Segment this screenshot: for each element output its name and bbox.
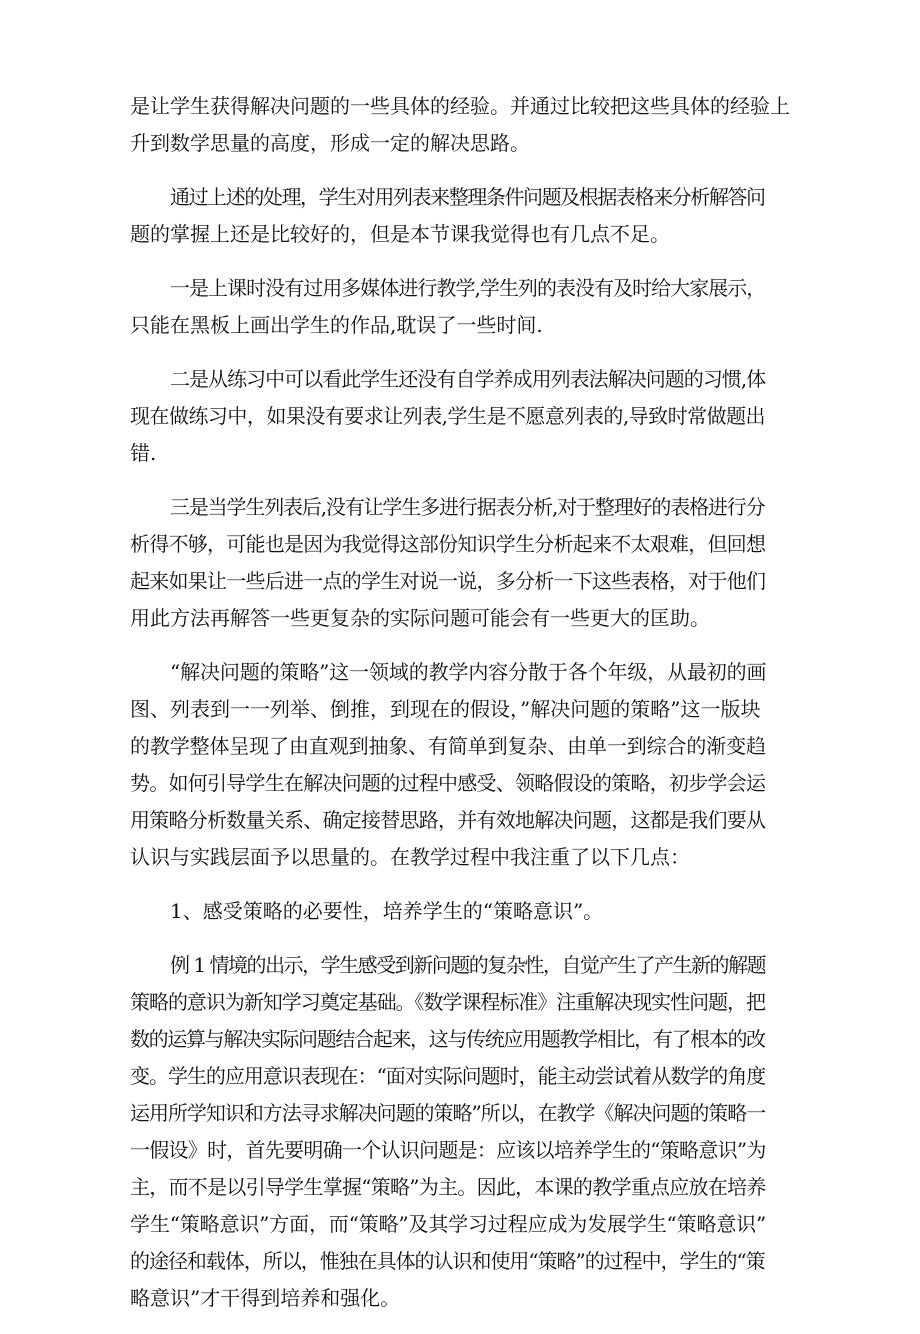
text-line: 三是当学生列表后,没有让学生多进行据表分析,对于整理好的表格进行分	[170, 495, 765, 519]
text-line: 用策略分析数量关系、确定接替思路，并有效地解决问题，这都是我们要从	[130, 808, 766, 832]
text-line: 的教学整体呈现了由直观到抽象、有简单到复杂、由单一到综合的渐变趋	[130, 734, 766, 758]
text-line: 一假设》时，首先要明确一个认识问题是：应该以培养学生的“策略意识”为	[130, 1138, 766, 1162]
text-line: 运用所学知识和方法寻求解决问题的策略”所以，在教学《解决问题的策略一	[130, 1101, 766, 1125]
text-line: 的途径和载体，所以，惟独在具体的认识和使用“策略”的过程中，学生的“策	[130, 1249, 765, 1273]
text-line: 数的运算与解决实际问题结合起来，这与传统应用题教学相比，有了根本的改	[130, 1027, 765, 1051]
text-line: 势。如何引导学生在解决问题的过程中感受、领略假设的策略，初步学会运	[130, 771, 766, 795]
text-line: 例 1 情境的出示，学生感受到新问题的复杂性，自觉产生了产生新的解题	[170, 953, 766, 977]
paragraph	[130, 654, 806, 876]
text-line: 1、感受策略的必要性，培养学生的“策略意识”。	[170, 899, 604, 923]
paragraph	[130, 947, 806, 1317]
text-line: 只能在黑板上画出学生的作品,耽误了一些时间.	[130, 313, 543, 337]
paragraph	[130, 361, 806, 472]
text-line: 用此方法再解答一些更复杂的实际问题可能会有一些更大的匡助。	[130, 606, 710, 630]
paragraph	[130, 893, 806, 930]
text-line: 升到数学思量的高度，形成一定的解决思路。	[130, 131, 530, 155]
text-line: 策略的意识为新知学习奠定基础。《数学课程标准》注重解决现实性问题，把	[130, 990, 765, 1014]
text-line: 是让学生获得解决问题的一些具体的经验。并通过比较把这些具体的经验上	[130, 94, 790, 118]
text-line: 现在做练习中，如果没有要求让列表,学生是不愿意列表的,导致时常做题出	[130, 404, 766, 428]
paragraph	[130, 489, 806, 637]
text-line: 通过上述的处理，学生对用列表来整理条件问题及根据表格来分析解答问	[170, 185, 765, 209]
text-line: 题的掌握上还是比较好的，但是本节课我觉得也有几点不足。	[130, 222, 670, 246]
text-line: 变。学生的应用意识表现在：“面对实际问题时，能主动尝试着从数学的角度	[130, 1064, 766, 1088]
text-line: 主，而不是以引导学生掌握“策略”为主。因此，本课的教学重点应放在培养	[130, 1175, 766, 1199]
text-line: 略意识”才干得到培养和强化。	[130, 1286, 401, 1310]
text-line: 起来如果让一些后进一点的学生对说一说，多分析一下这些表格，对于他们	[130, 569, 766, 593]
text-line: 一是上课时没有过用多媒体进行教学,学生列的表没有及时给大家展示，	[170, 276, 766, 300]
document-body	[130, 88, 806, 1334]
text-line: 二是从练习中可以看此学生还没有自学养成用列表法解决问题的习惯,体	[170, 367, 766, 391]
paragraph	[130, 88, 806, 162]
text-line: 析得不够，可能也是因为我觉得这部份知识学生分析起来不太艰难，但回想	[130, 532, 766, 556]
paragraph	[130, 179, 806, 253]
text-line: 错.	[130, 441, 157, 465]
text-line: 认识与实践层面予以思量的。在教学过程中我注重了以下几点：	[130, 845, 690, 869]
text-line: 学生“策略意识”方面，而“策略”及其学习过程应成为发展学生“策略意识”	[130, 1212, 767, 1236]
text-line: 图、列表到一一列举、倒推，到现在的假设，”解决问题的策略”这一版块	[130, 697, 761, 721]
paragraph	[130, 270, 806, 344]
text-line: “解决问题的策略”这一领域的教学内容分散于各个年级，从最初的画	[170, 660, 767, 684]
